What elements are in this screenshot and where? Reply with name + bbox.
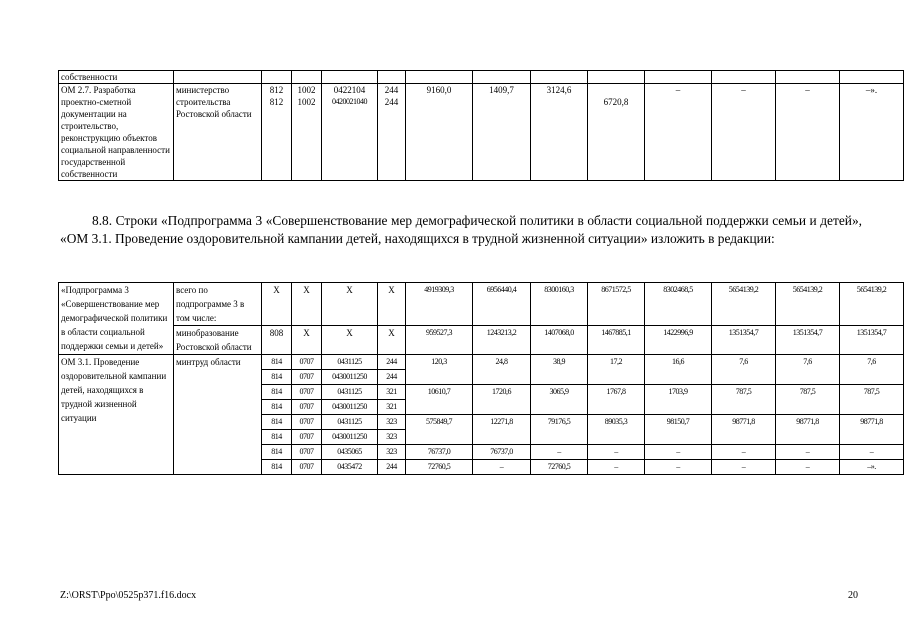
table-cell: 0430011250 [322,430,378,445]
table-cell: 244 [378,355,406,370]
cell-responsible: минобразование Ростовской области [174,326,262,355]
table-cell: – [588,445,645,460]
table-cell: 0431125 [322,355,378,370]
table-cell: 787,5 [776,385,840,415]
table-cell: 321 [378,400,406,415]
table-cell: 959527,3 [406,326,473,355]
table-cell: 814 [262,430,292,445]
table-cell: 0707 [292,370,322,385]
table-row [59,84,904,97]
table-cell: 24,8 [473,355,531,385]
table-cell: 0430011250 [322,370,378,385]
table-cell: 244 [378,460,406,475]
table-cell: 787,5 [840,385,904,415]
table-cell: 1703,9 [645,385,712,415]
table-cell: Х [378,326,406,355]
table-cell: – [645,460,712,475]
table-cell: 1467885,1 [588,326,645,355]
table-cell: 98150,7 [645,415,712,445]
table-cell: 76737,0 [406,445,473,460]
page-number: 20 [848,590,858,601]
table-cell: 5654139,2 [840,283,904,326]
cell-value: – [645,84,712,181]
table-cell: – [473,460,531,475]
table-cell: 7,6 [840,355,904,385]
table-cell: 79176,5 [531,415,588,445]
table-cell: 0707 [292,445,322,460]
table-cell: 575849,7 [406,415,473,445]
table-cell: 0707 [292,385,322,400]
cell-subprogram-name: «Подпрограмма 3 «Совершенствование мер демографической политики в области социальной поддержки семьи и детей» [59,283,174,355]
table-cell: 814 [262,460,292,475]
table-cell: 1351354,7 [840,326,904,355]
cell-om31-name: ОМ 3.1. Проведение оздоровительной кампании детей, находящихся в трудной жизненной ситуации [59,355,174,475]
cell-value: – [776,84,840,181]
cell-rzpr: 1002 [292,96,322,181]
table-cell: 72760,5 [531,460,588,475]
table-cell: Х [322,283,378,326]
table-cell: 0435065 [322,445,378,460]
table-cell: 814 [262,385,292,400]
table-subprogram-3 [58,282,904,475]
table-row [59,355,904,370]
table-cell: 0707 [292,430,322,445]
cell-value: 6720,8 [588,84,645,181]
table-cell: 7,6 [776,355,840,385]
table-cell: 72760,5 [406,460,473,475]
cell-value: 1409,7 [473,84,531,181]
table-cell: 17,2 [588,355,645,385]
table-cell: 16,6 [645,355,712,385]
cell-responsible: всего по подпрограмме 3 в том числе: [174,283,262,326]
cell-csr: 0420021040 [322,96,378,181]
table-cell: 8300160,3 [531,283,588,326]
paragraph-8-8: 8.8. Строки «Подпрограмма 3 «Совершенствование мер демографической политики в области социальной поддержки семьи и детей», «ОМ 3.1. Проведение оздоровительной кампании детей, находящихся в трудной жизненной ситуации» изложить в редакции: [60,213,862,246]
table-cell: 1720,6 [473,385,531,415]
table-cell: 1422996,9 [645,326,712,355]
table-cell: 1351354,7 [776,326,840,355]
cell-vr: 244 [378,96,406,181]
cell-grbs: 812 [262,84,292,97]
footer-file-path: Z:\ORST\Ppo\0525p371.f16.docx [60,590,197,601]
table-cell: – [776,445,840,460]
table-cell: – [776,460,840,475]
table-cell: 12271,8 [473,415,531,445]
table-cell: 814 [262,400,292,415]
table-cell: 1243213,2 [473,326,531,355]
table-cell: 76737,0 [473,445,531,460]
table-cell: 808 [262,326,292,355]
table-cell: 814 [262,355,292,370]
table-cell: 98771,8 [776,415,840,445]
cell-grbs: 812 [262,96,292,181]
table-cell: 6956440,4 [473,283,531,326]
table-cell: Х [262,283,292,326]
cell-value: 9160,0 [406,84,473,181]
table-cell: 10610,7 [406,385,473,415]
table-cell: – [712,460,776,475]
table-cell: 814 [262,370,292,385]
table-cell: 5654139,2 [712,283,776,326]
table-cell: 0707 [292,355,322,370]
table-cell: Х [292,283,322,326]
table-cell: – [645,445,712,460]
table-cell: 0430011250 [322,400,378,415]
table-cell: 98771,8 [840,415,904,445]
cell-value: –». [840,84,904,181]
table-cell: 244 [378,370,406,385]
table-cell: 0431125 [322,385,378,400]
table-cell: 787,5 [712,385,776,415]
table-cell: 89035,3 [588,415,645,445]
table-cell: 814 [262,415,292,430]
table-cell: 323 [378,415,406,430]
table-cell: 1407068,0 [531,326,588,355]
cell-value: – [712,84,776,181]
table-cell: 1767,8 [588,385,645,415]
table-cell: 7,6 [712,355,776,385]
table-cell: 120,3 [406,355,473,385]
cell-vr: 244 [378,84,406,97]
table-cell: 4919309,3 [406,283,473,326]
table-cell: 0707 [292,460,322,475]
table-cell: 814 [262,445,292,460]
cell-rzpr: 1002 [292,84,322,97]
table-cell: – [531,445,588,460]
table-cell: 0431125 [322,415,378,430]
cell-om27-resp: министерство строительства Ростовской области [174,84,262,181]
table-cell: Х [322,326,378,355]
table-row [59,71,904,84]
table-cell: – [840,445,904,460]
table-cell: 0707 [292,400,322,415]
table-cell: 321 [378,385,406,400]
table-cell: –». [840,460,904,475]
cell-value: 3124,6 [531,84,588,181]
table-cell: 38,9 [531,355,588,385]
table-cell: Х [292,326,322,355]
table-cell: 3065,9 [531,385,588,415]
cell-om31-resp: минтруд области [174,355,262,475]
table-cell: 8671572,5 [588,283,645,326]
table-om27 [58,70,904,181]
table-cell: 0707 [292,415,322,430]
table-cell: 323 [378,445,406,460]
table-cell: Х [378,283,406,326]
cell-text: собственности [59,71,174,84]
table-cell: 5654139,2 [776,283,840,326]
table-cell: 98771,8 [712,415,776,445]
cell-csr: 0422104 [322,84,378,97]
table-cell: 8302468,5 [645,283,712,326]
table-cell: 0435472 [322,460,378,475]
table-cell: 1351354,7 [712,326,776,355]
cell-om27-name: ОМ 2.7. Разработка проектно-сметной документации на строительство, реконструкцию объектов социальной направленности государственной собственности [59,84,174,181]
table-cell: 323 [378,430,406,445]
table-cell: – [588,460,645,475]
table-cell: – [712,445,776,460]
